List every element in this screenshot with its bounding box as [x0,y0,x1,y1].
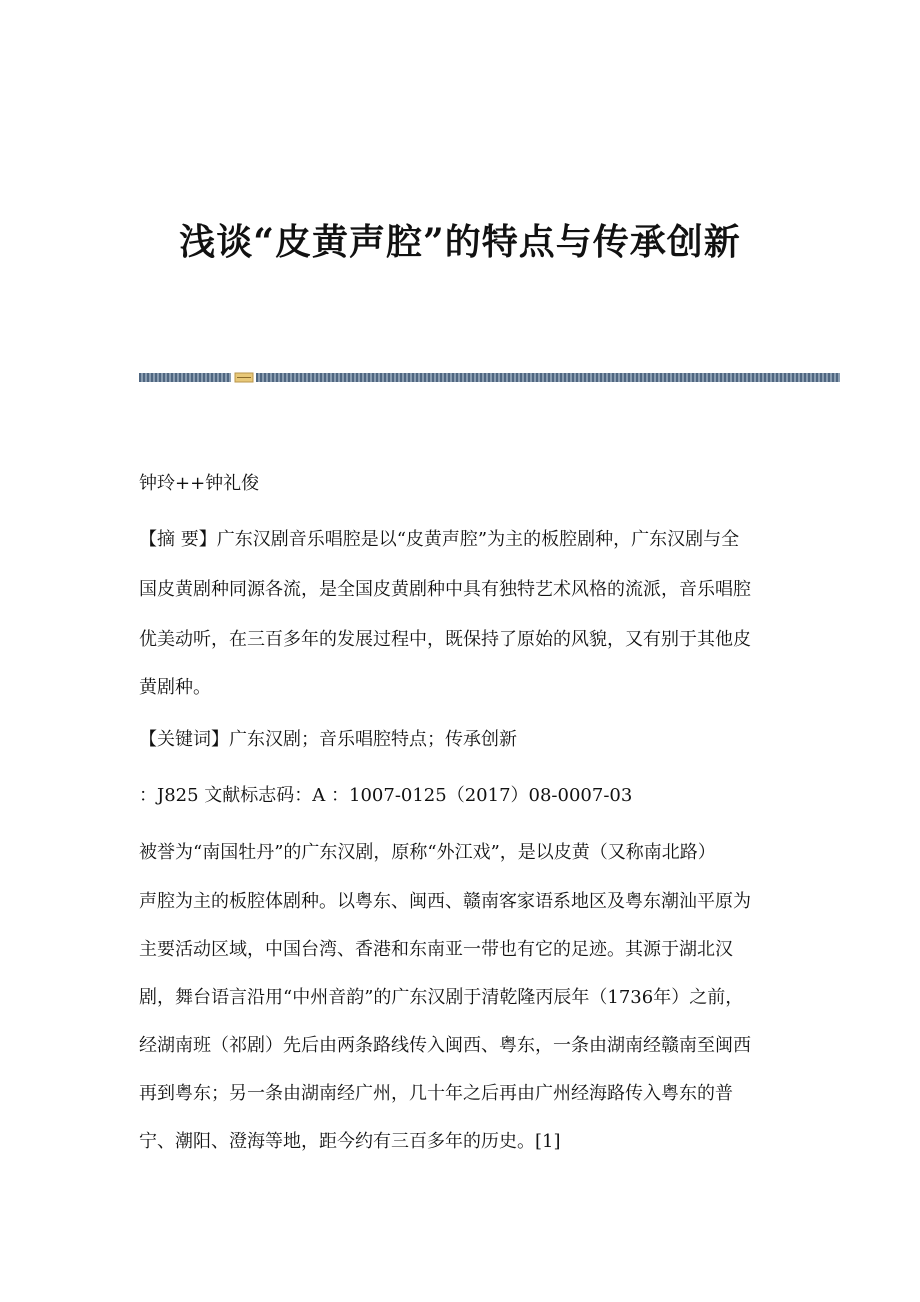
title-divider-left [139,373,231,382]
paper-title: 浅谈“皮黄声腔”的特点与传承创新 [179,221,741,263]
body-line-3: 主要活动区域，中国台湾、香港和东南亚一带也有它的足迹。其源于湖北汉 [139,939,733,960]
classification-info: ：J825 文献标志码：A ：1007-0125（2017）08-0007-03 [139,785,633,806]
divider-ornament-icon [234,372,254,383]
authors: 钟玲++钟礼俊 [139,473,260,494]
body-line-2: 声腔为主的板腔体剧种。以粤东、闽西、赣南客家语系地区及粤东潮汕平原为 [139,891,751,912]
body-line-1: 被誉为“南国牡丹”的广东汉剧，原称“外江戏”，是以皮黄（又称南北路） [139,842,716,863]
body-line-4: 剧，舞台语言沿用“中州音韵”的广东汉剧于清乾隆丙辰年（1736年）之前， [139,987,744,1008]
body-line-5: 经湖南班（祁剧）先后由两条路线传入闽西、粤东，一条由湖南经赣南至闽西 [139,1035,751,1056]
body-line-7: 宁、潮阳、澄海等地，距今约有三百多年的历史。[1] [139,1131,561,1152]
abstract-line-4: 黄剧种。 [139,677,211,698]
abstract-line-2: 国皮黄剧种同源各流，是全国皮黄剧种中具有独特艺术风格的流派，音乐唱腔 [139,579,751,600]
body-line-6: 再到粤东；另一条由湖南经广州，几十年之后再由广州经海路传入粤东的普 [139,1083,733,1104]
abstract-line-1: 【摘 要】广东汉剧音乐唱腔是以“皮黄声腔”为主的板腔剧种，广东汉剧与全 [139,529,740,550]
abstract-line-3: 优美动听，在三百多年的发展过程中，既保持了原始的风貌，又有别于其他皮 [139,629,751,650]
title-divider-right [256,373,840,382]
keywords: 【关键词】广东汉剧；音乐唱腔特点；传承创新 [139,729,517,750]
